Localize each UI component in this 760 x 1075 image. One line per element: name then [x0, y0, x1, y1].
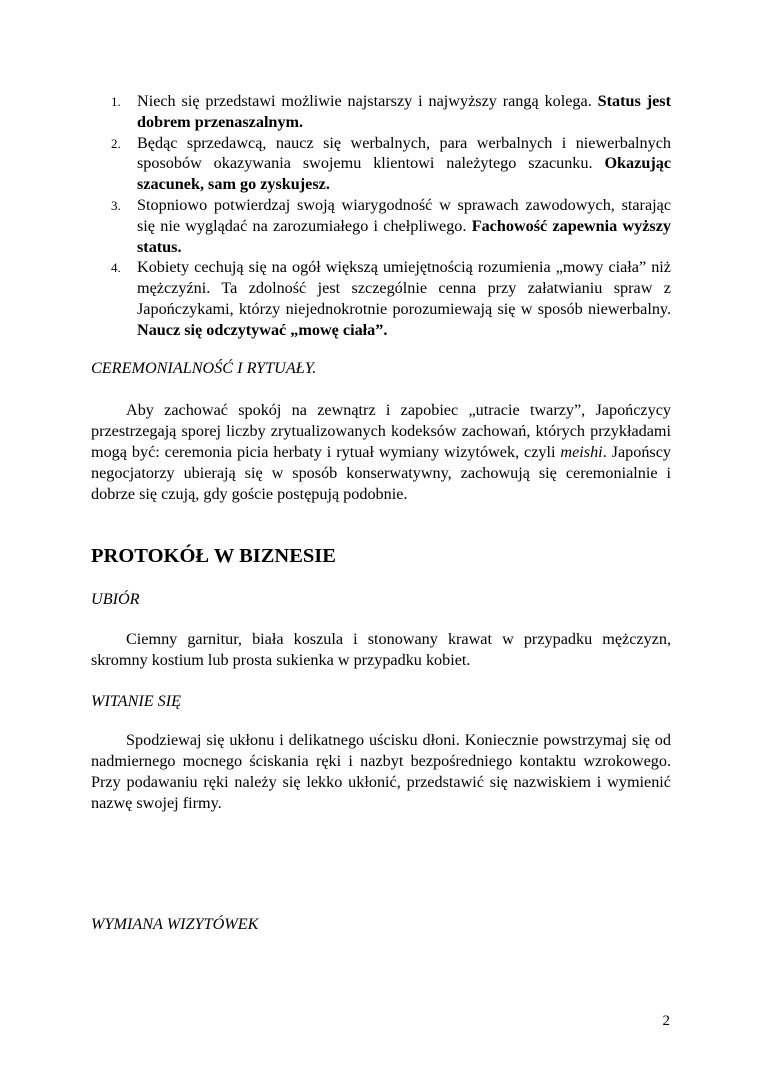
list-item-text: Stopniowo potwierdzaj swoją wiarygodność w sprawach zawodowych, starając się nie wyglądać na zarozumiałego i chełpliwego. [137, 195, 671, 235]
list-item-bold: Okazując szacunek, sam go zyskujesz. [137, 154, 671, 194]
list-item-bold: Fachowość zapewnia wyższy status. [137, 216, 671, 256]
list-item-bold: Naucz się odczytywać „mowę ciała”. [137, 320, 388, 339]
attire-paragraph: Ciemny garnitur, biała koszula i stonowany krawat w przypadku mężczyzn, skromny kostium lub prosta sukienka w przypadku kobiet. [91, 630, 671, 669]
list-item-text: Kobiety cechują się na ogół większą umiejętnością rozumienia „mowy ciała” niż mężczyźni. Ta zdolność jest szczególnie cenna przy załatwianiu spraw z Japończykami, którzy niejednokrotnie porozumiewają się w sposób niewerbalny. [137, 258, 671, 318]
list-item [111, 91, 671, 133]
list-item-text: Niech się przedstawi możliwie najstarszy i najwyższy rangą kolega. [137, 92, 598, 110]
ceremonial-italic-word: meishi [560, 443, 603, 461]
greeting-paragraph: Spodziewaj się ukłonu i delikatnego uścisku dłoni. Koniecznie powstrzymaj się od nadmiernego mocnego ściskania ręki i nazbyt bezpośredniego kontaktu wzrokowego. Przy podawaniu ręki należy się lekko ukłonić, przedstawić się nazwiskiem i wymienić nazwę swojej firmy. [91, 731, 671, 812]
section-title: PROTOKÓŁ W BIZNESIE [91, 545, 336, 567]
numbered-list [111, 91, 671, 341]
list-item [111, 195, 671, 257]
ceremonial-text-before: Aby zachować spokój na zewnątrz i zapobiec „utracie twarzy”, Japończycy przestrzegają sporej liczby zrytualizowanych kodeksów zachowań, których przykładami mogą być: ceremonia picia herbaty i rytuał wymiany wizytówek, czyli [91, 401, 671, 461]
ceremonial-paragraph [91, 400, 671, 505]
list-item [111, 133, 671, 195]
page-number: 2 [662, 1013, 670, 1029]
attire-heading: UBIÓR [91, 590, 140, 608]
list-item [111, 257, 671, 340]
list-number: 1. [111, 94, 121, 109]
list-number: 3. [111, 197, 121, 213]
cards-heading: WYMIANA WIZYTÓWEK [91, 915, 259, 933]
greeting-heading: WITANIE SIĘ [91, 692, 182, 710]
list-item-bold: Status jest dobrem przenaszalnym. [137, 92, 671, 131]
list-number: 4. [111, 260, 121, 276]
ceremonial-heading: CEREMONIALNOŚĆ I RYTUAŁY. [91, 359, 317, 377]
list-number: 2. [111, 135, 121, 151]
ceremonial-text-after: . Japońscy negocjatorzy ubierają się w sposób konserwatywny, zachowują się ceremonialnie i dobrze się czują, gdy goście postępują podobnie. [91, 443, 671, 503]
list-item-text: Będąc sprzedawcą, naucz się werbalnych, para werbalnych i niewerbalnych sposobów okazywania swojemu klientowi należytego szacunku. [137, 133, 671, 173]
